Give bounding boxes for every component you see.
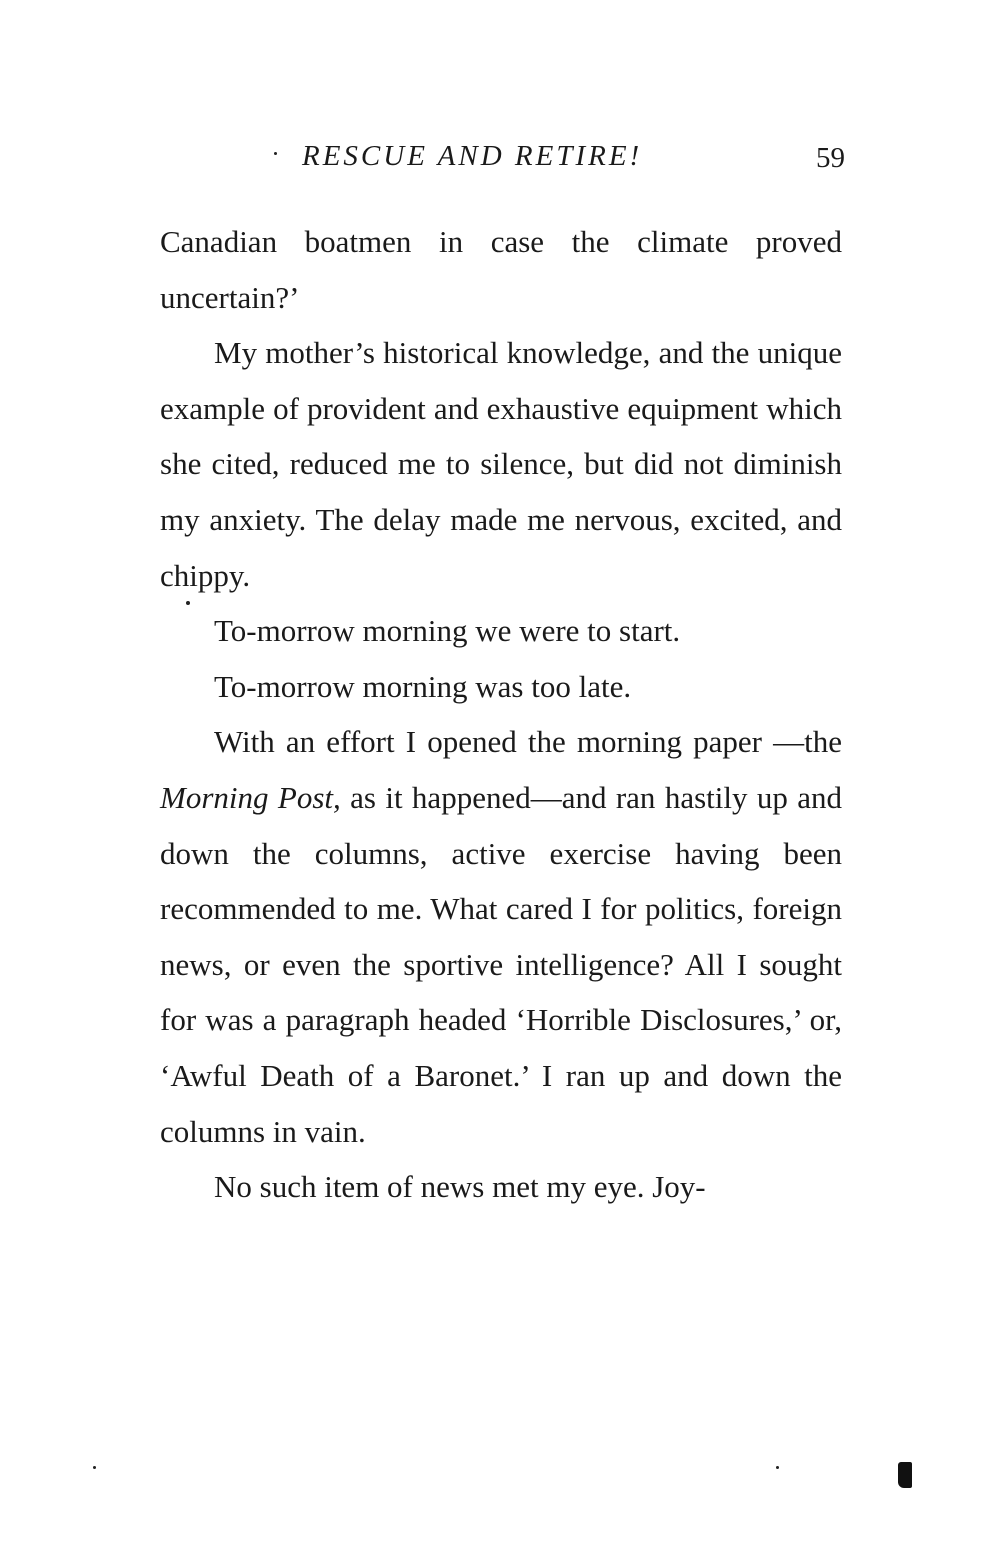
paragraph-2: My mother’s historical knowledge, and the unique example of provident and exhaustive equipment which she cited, reduced me to silence, but did not diminish my anxiety. The delay made me nervous, excited, and chippy. bbox=[160, 335, 842, 593]
paragraph-6: No such item of news met my eye. Joy- bbox=[214, 1169, 706, 1205]
newspaper-title: Morning Post, bbox=[160, 779, 341, 815]
paragraph-1: Canadian boatmen in case the climate proved uncertain?’ bbox=[160, 224, 842, 315]
running-title: RESCUE AND RETIRE! bbox=[302, 140, 643, 172]
body-text bbox=[160, 214, 842, 1215]
print-speck bbox=[186, 601, 190, 605]
print-speck bbox=[93, 1466, 96, 1469]
page-number: 59 bbox=[816, 142, 845, 174]
paragraph-5-rest: as it happened—and ran hastily up and down the columns, active exercise having been recommended to me. What cared I for politics, foreign news, or even the sportive intelligence? All I sought for was a paragraph headed ‘Horrible Disclosures,’ or, ‘Awful Death of a Baronet.’ I ran up and down the columns in vain. bbox=[160, 779, 842, 1149]
paragraph-3: To-morrow morning we were to start. bbox=[214, 613, 681, 649]
paragraph-4: To-morrow morning was too late. bbox=[214, 668, 632, 704]
paragraph-5 bbox=[160, 714, 842, 1159]
running-head bbox=[160, 140, 845, 184]
print-speck bbox=[776, 1466, 779, 1469]
ink-blot bbox=[898, 1462, 912, 1488]
paragraph-5-start: With an effort I opened the morning paper —the bbox=[214, 724, 842, 760]
print-speck bbox=[274, 152, 277, 155]
